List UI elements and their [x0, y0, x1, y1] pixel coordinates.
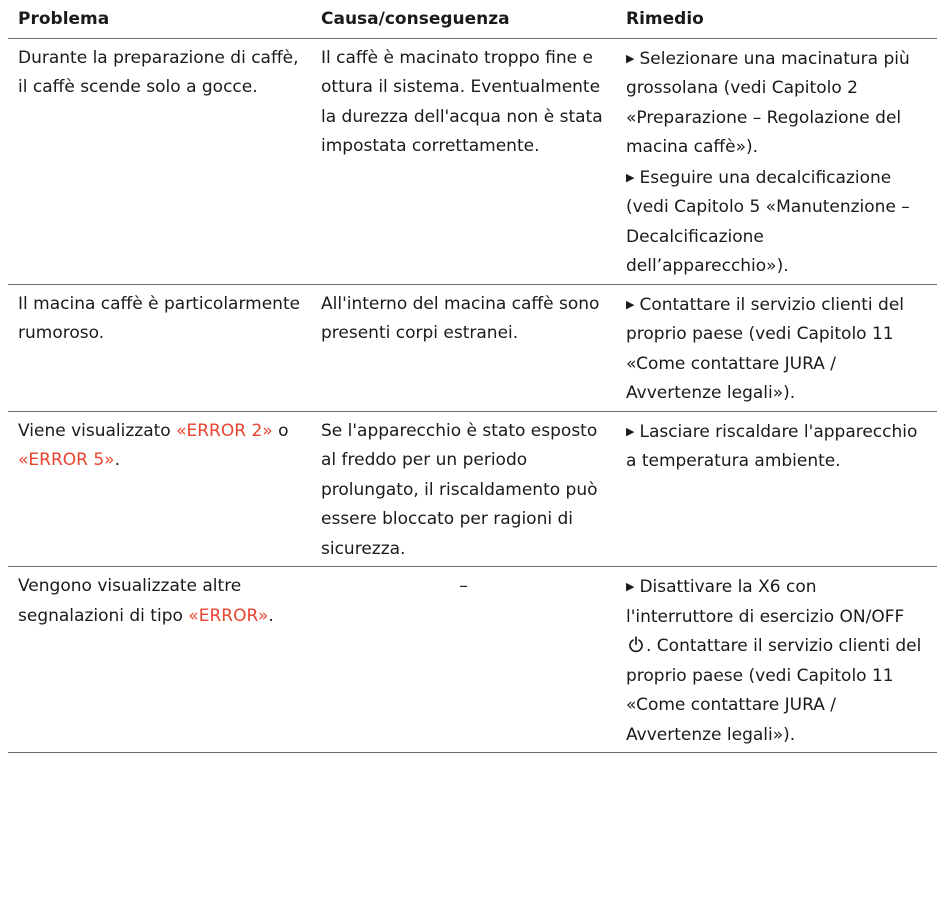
- table-row: [8, 38, 937, 284]
- triangle-right-icon: ▶: [626, 580, 635, 593]
- remedy-step-text: Selezionare una macinatura più grossolana (vedi Capitolo 2 «Preparazione – Regolazione del macina caffè»).: [626, 48, 910, 157]
- problem-cell: [8, 567, 311, 753]
- problem-cell: Durante la preparazione di caffè, il caffè scende solo a gocce.: [8, 38, 311, 284]
- power-icon: [628, 636, 644, 653]
- remedy-step: [626, 290, 927, 409]
- problem-cell: [8, 411, 311, 567]
- remedy-step: [626, 417, 927, 477]
- remedy-step-text: Disattivare la X6 con l'interruttore di esercizio ON/OFF: [626, 577, 905, 627]
- problem-text: .: [268, 605, 274, 626]
- cause-cell: All'interno del macina caffè sono presenti corpi estranei.: [311, 284, 616, 411]
- error-code: «ERROR 2»: [176, 420, 273, 441]
- remedy-cell: [616, 567, 937, 753]
- problem-text: .: [114, 450, 120, 470]
- remedy-step: [626, 572, 927, 750]
- table-header-row: [8, 0, 937, 38]
- remedy-step-text: Lasciare riscaldare l'apparecchio a temperatura ambiente.: [626, 421, 918, 471]
- header-problem: Problema: [8, 0, 311, 38]
- table-row: [8, 411, 937, 567]
- error-code: «ERROR»: [188, 605, 269, 626]
- remedy-step: [626, 163, 927, 282]
- triangle-right-icon: ▶: [626, 297, 635, 311]
- header-cause: Causa/conseguenza: [311, 0, 616, 38]
- table-row: [8, 567, 937, 753]
- remedy-cell: [616, 411, 937, 567]
- error-code: «ERROR 5»: [18, 450, 115, 470]
- problem-text: Vengono visualizzate altre segnalazioni di tipo: [18, 576, 242, 626]
- problem-cell: Il macina caffè è particolarmente rumoroso.: [8, 284, 311, 411]
- remedy-step-text: . Contattare il servizio clienti del proprio paese (vedi Capitolo 11 «Come contattare JURA / Avvertenze legali»).: [626, 636, 922, 745]
- cause-cell: Se l'apparecchio è stato esposto al freddo per un periodo prolungato, il riscaldamento può essere bloccato per ragioni di sicurezza.: [311, 411, 616, 567]
- header-remedy: Rimedio: [616, 0, 937, 38]
- remedy-step-text: Contattare il servizio clienti del proprio paese (vedi Capitolo 11 «Come contattare JURA / Avvertenze legali»).: [626, 294, 905, 403]
- table-row: [8, 284, 937, 411]
- cause-cell: Il caffè è macinato troppo fine e ottura il sistema. Eventualmente la durezza dell'acqua non è stata impostata correttamente.: [311, 38, 616, 284]
- triangle-right-icon: ▶: [626, 170, 635, 184]
- problem-text: o: [272, 420, 289, 441]
- remedy-step-text: Eseguire una decalcificazione (vedi Capitolo 5 «Manutenzione – Decalcificazione dell’apparecchio»).: [626, 167, 910, 276]
- troubleshooting-table: [8, 0, 937, 753]
- remedy-cell: [616, 284, 937, 411]
- remedy-cell: [616, 38, 937, 284]
- problem-text: Viene visualizzato: [18, 420, 177, 441]
- triangle-right-icon: ▶: [626, 424, 635, 438]
- remedy-step: [626, 44, 927, 163]
- triangle-right-icon: ▶: [626, 51, 635, 65]
- cause-cell: –: [311, 567, 616, 753]
